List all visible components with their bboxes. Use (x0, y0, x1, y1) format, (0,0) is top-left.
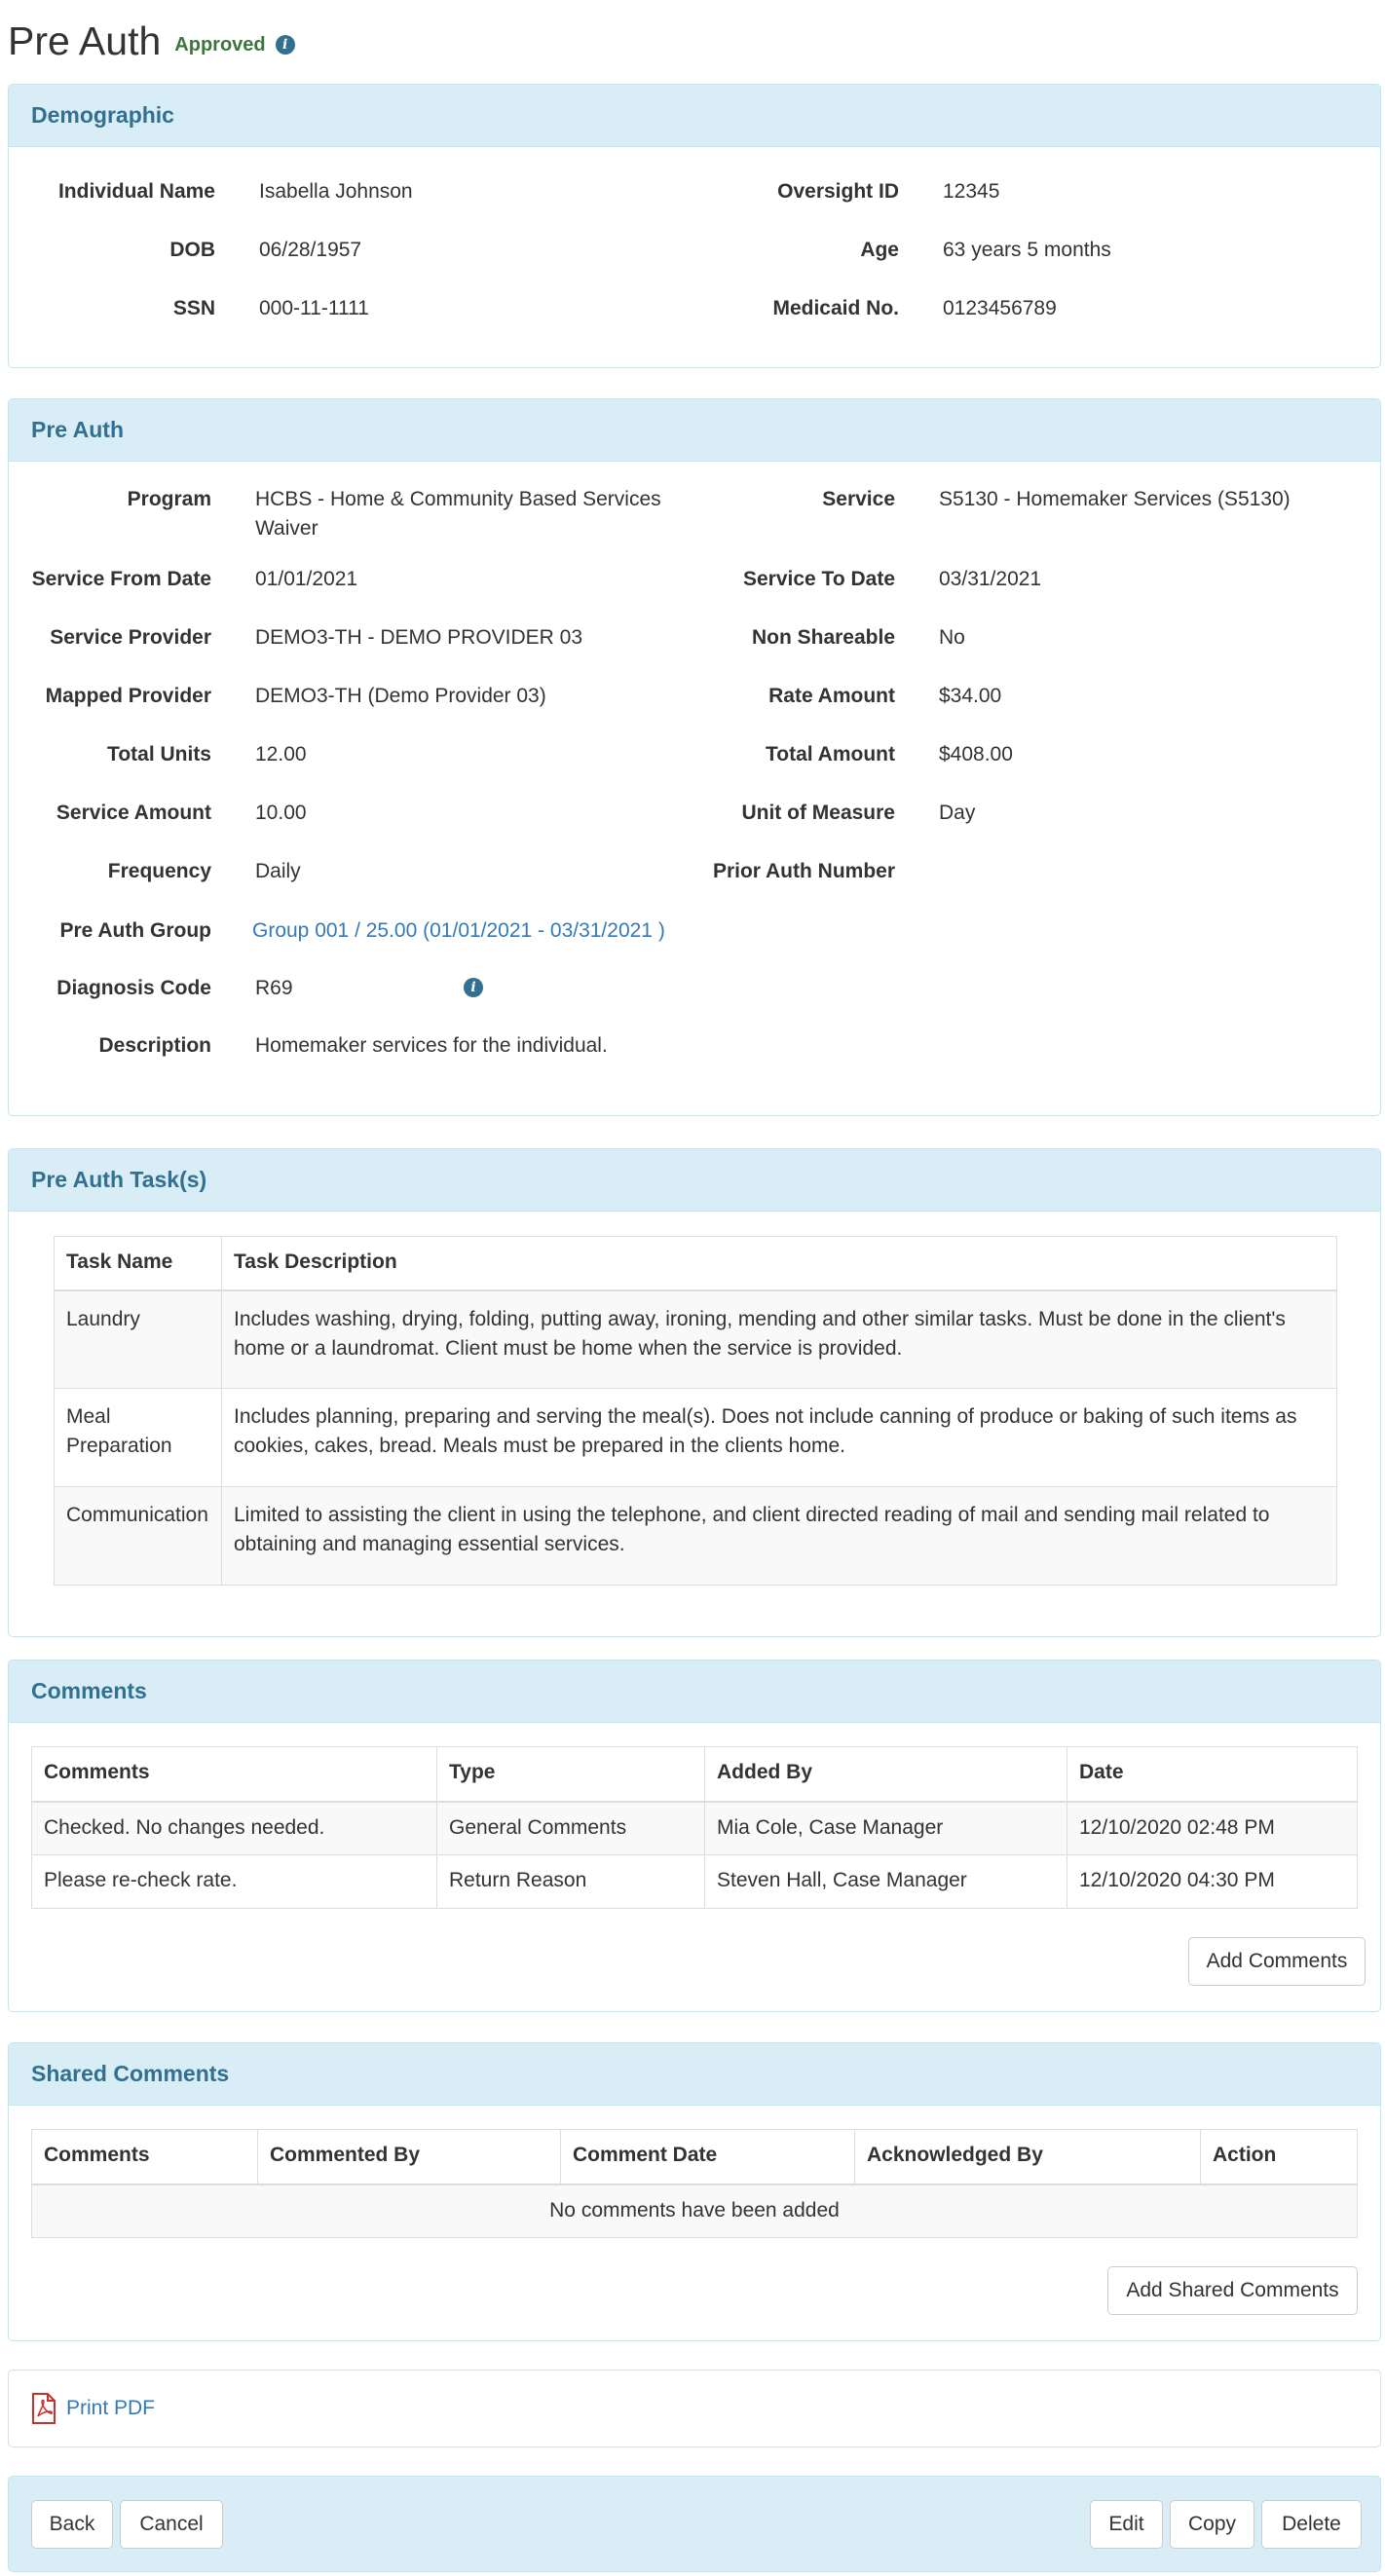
field-label: Age (860, 239, 899, 261)
field-service-to-date (691, 565, 1041, 594)
field-label: Service From Date (31, 568, 211, 590)
comment-date: 12/10/2020 02:48 PM (1067, 1802, 1358, 1855)
info-icon[interactable]: i (276, 35, 295, 55)
field-value: Daily (255, 860, 301, 882)
shared-comments-heading: Shared Comments (9, 2043, 1380, 2106)
demographic-panel (8, 84, 1381, 368)
task-name: Communication (55, 1487, 222, 1586)
field-value: DEMO3-TH - DEMO PROVIDER 03 (255, 626, 583, 649)
comment-added-by: Steven Hall, Case Manager (705, 1855, 1067, 1909)
field-label: Non Shareable (751, 626, 895, 649)
field-total-units (9, 740, 307, 769)
task-description: Limited to assisting the client in using the telephone, and client directed reading of mail and sending mail related to obtaining and managing essential services. (222, 1487, 1337, 1586)
field-label: Pre Auth Group (59, 919, 211, 942)
field-label: Total Amount (766, 743, 895, 765)
field-label: Service Amount (56, 802, 211, 824)
field-value: HCBS - Home & Community Based Services Waiver (255, 488, 661, 540)
column-header: Action (1201, 2130, 1358, 2184)
column-header: Acknowledged By (855, 2130, 1201, 2184)
field-service (691, 485, 1291, 514)
add-shared-comments-button[interactable]: Add Shared Comments (1107, 2266, 1358, 2315)
column-header: Added By (705, 1747, 1067, 1802)
comment-added-by: Mia Cole, Case Manager (705, 1802, 1067, 1855)
table-row (55, 1487, 1337, 1586)
tasks-table (54, 1236, 1337, 1586)
column-header: Task Name (55, 1237, 222, 1290)
field-value: 63 years 5 months (943, 239, 1111, 261)
field-non-shareable (691, 623, 965, 653)
preauth-heading: Pre Auth (9, 399, 1380, 462)
field-program (9, 485, 693, 543)
shared-comments-panel (8, 2042, 1381, 2341)
comments-panel (8, 1660, 1381, 2012)
field-oversight-id (691, 177, 999, 206)
field-service-amount (9, 799, 307, 828)
task-name: Meal Preparation (55, 1389, 222, 1487)
column-header: Comments (32, 1747, 437, 1802)
comment-text: Please re-check rate. (32, 1855, 437, 1909)
table-row (32, 1802, 1358, 1855)
field-value: 10.00 (255, 802, 307, 824)
field-value: 12345 (943, 180, 1000, 203)
field-total-amount (691, 740, 1013, 769)
field-label: Oversight ID (777, 180, 899, 203)
empty-message: No comments have been added (32, 2184, 1358, 2238)
field-label: Rate Amount (768, 685, 895, 707)
diagnosis-info-icon[interactable]: i (464, 978, 483, 997)
task-description: Includes planning, preparing and serving the meal(s). Does not include canning of produce or baking of such items as cookies, cakes, bread. Meals must be prepared in the clients home. (222, 1389, 1337, 1487)
demographic-heading: Demographic (9, 85, 1380, 147)
field-label: Program (127, 488, 211, 510)
column-header: Date (1067, 1747, 1358, 1802)
field-value: No (939, 626, 965, 649)
field-dob (9, 236, 361, 265)
field-rate-amount (691, 682, 1001, 711)
field-ssn (9, 294, 369, 323)
field-value: R69 (255, 977, 293, 999)
field-individual-name (9, 177, 413, 206)
field-label: Medicaid No. (772, 297, 899, 319)
field-value: Day (939, 802, 976, 824)
page-header (8, 14, 295, 68)
preauth-panel (8, 398, 1381, 1116)
field-label: Prior Auth Number (712, 860, 895, 882)
task-name: Laundry (55, 1290, 222, 1389)
field-value: 12.00 (255, 743, 307, 765)
tasks-heading: Pre Auth Task(s) (9, 1149, 1380, 1212)
comments-table (31, 1746, 1358, 1909)
column-header: Task Description (222, 1237, 1337, 1290)
comment-text: Checked. No changes needed. (32, 1802, 437, 1855)
field-value: $408.00 (939, 743, 1013, 765)
table-row (32, 1855, 1358, 1909)
preauth-group-link[interactable]: Group 001 / 25.00 (01/01/2021 - 03/31/2021 ) (252, 919, 665, 942)
field-label: SSN (172, 297, 215, 319)
status-badge: Approved (174, 33, 266, 56)
field-mapped-provider (9, 682, 546, 711)
field-value: $34.00 (939, 685, 1002, 707)
column-header: Type (437, 1747, 705, 1802)
field-description (9, 1031, 608, 1061)
field-value: DEMO3-TH (Demo Provider 03) (255, 685, 546, 707)
field-value: 01/01/2021 (255, 568, 358, 590)
shared-comments-table (31, 2129, 1358, 2238)
field-unit-of-measure (691, 799, 975, 828)
print-panel (8, 2370, 1381, 2447)
column-header: Comment Date (561, 2130, 855, 2184)
action-bar (8, 2476, 1381, 2572)
field-label: Diagnosis Code (56, 977, 211, 999)
column-header: Commented By (258, 2130, 561, 2184)
field-label: Mapped Provider (45, 685, 211, 707)
field-label: Individual Name (57, 180, 215, 203)
add-comments-button[interactable]: Add Comments (1188, 1937, 1366, 1986)
cancel-button[interactable]: Cancel (120, 2500, 223, 2549)
field-service-from-date (9, 565, 357, 594)
comment-date: 12/10/2020 04:30 PM (1067, 1855, 1358, 1909)
field-preauth-group (9, 916, 665, 946)
field-label: Frequency (107, 860, 211, 882)
table-row (32, 2184, 1358, 2238)
edit-button[interactable]: Edit (1090, 2500, 1163, 2549)
comment-type: Return Reason (437, 1855, 705, 1909)
comment-type: General Comments (437, 1802, 705, 1855)
field-frequency (9, 857, 301, 886)
field-label: Service Provider (50, 626, 211, 649)
copy-button[interactable]: Copy (1170, 2500, 1254, 2549)
pdf-icon[interactable] (31, 2393, 56, 2424)
field-label: DOB (169, 239, 215, 261)
field-value: S5130 - Homemaker Services (S5130) (939, 488, 1291, 510)
field-label: Description (98, 1034, 211, 1057)
field-value: 0123456789 (943, 297, 1057, 319)
field-medicaid (691, 294, 1057, 323)
field-value: 06/28/1957 (259, 239, 362, 261)
field-label: Service To Date (742, 568, 895, 590)
tasks-panel (8, 1148, 1381, 1637)
print-pdf-link[interactable]: Print PDF (66, 2397, 156, 2419)
field-value: Homemaker services for the individual. (255, 1034, 608, 1057)
field-value: 03/31/2021 (939, 568, 1042, 590)
field-value: 000-11-1111 (259, 297, 369, 319)
field-prior-auth-number (691, 857, 939, 886)
field-diagnosis-code (9, 974, 293, 1003)
column-header: Comments (32, 2130, 258, 2184)
field-label: Unit of Measure (741, 802, 895, 824)
task-description: Includes washing, drying, folding, putting away, ironing, mending and other similar tasks. Must be done in the client's home or a laundromat. Client must be home when the service is provided. (222, 1290, 1337, 1389)
table-row (55, 1389, 1337, 1487)
field-service-provider (9, 623, 582, 653)
field-label: Total Units (107, 743, 211, 765)
field-label: Service (822, 488, 895, 510)
field-value: Isabella Johnson (259, 180, 413, 203)
field-age (691, 236, 1111, 265)
delete-button[interactable]: Delete (1261, 2500, 1362, 2549)
back-button[interactable]: Back (31, 2500, 113, 2549)
comments-heading: Comments (9, 1661, 1380, 1723)
page-title: Pre Auth (8, 18, 162, 63)
table-row (55, 1290, 1337, 1389)
